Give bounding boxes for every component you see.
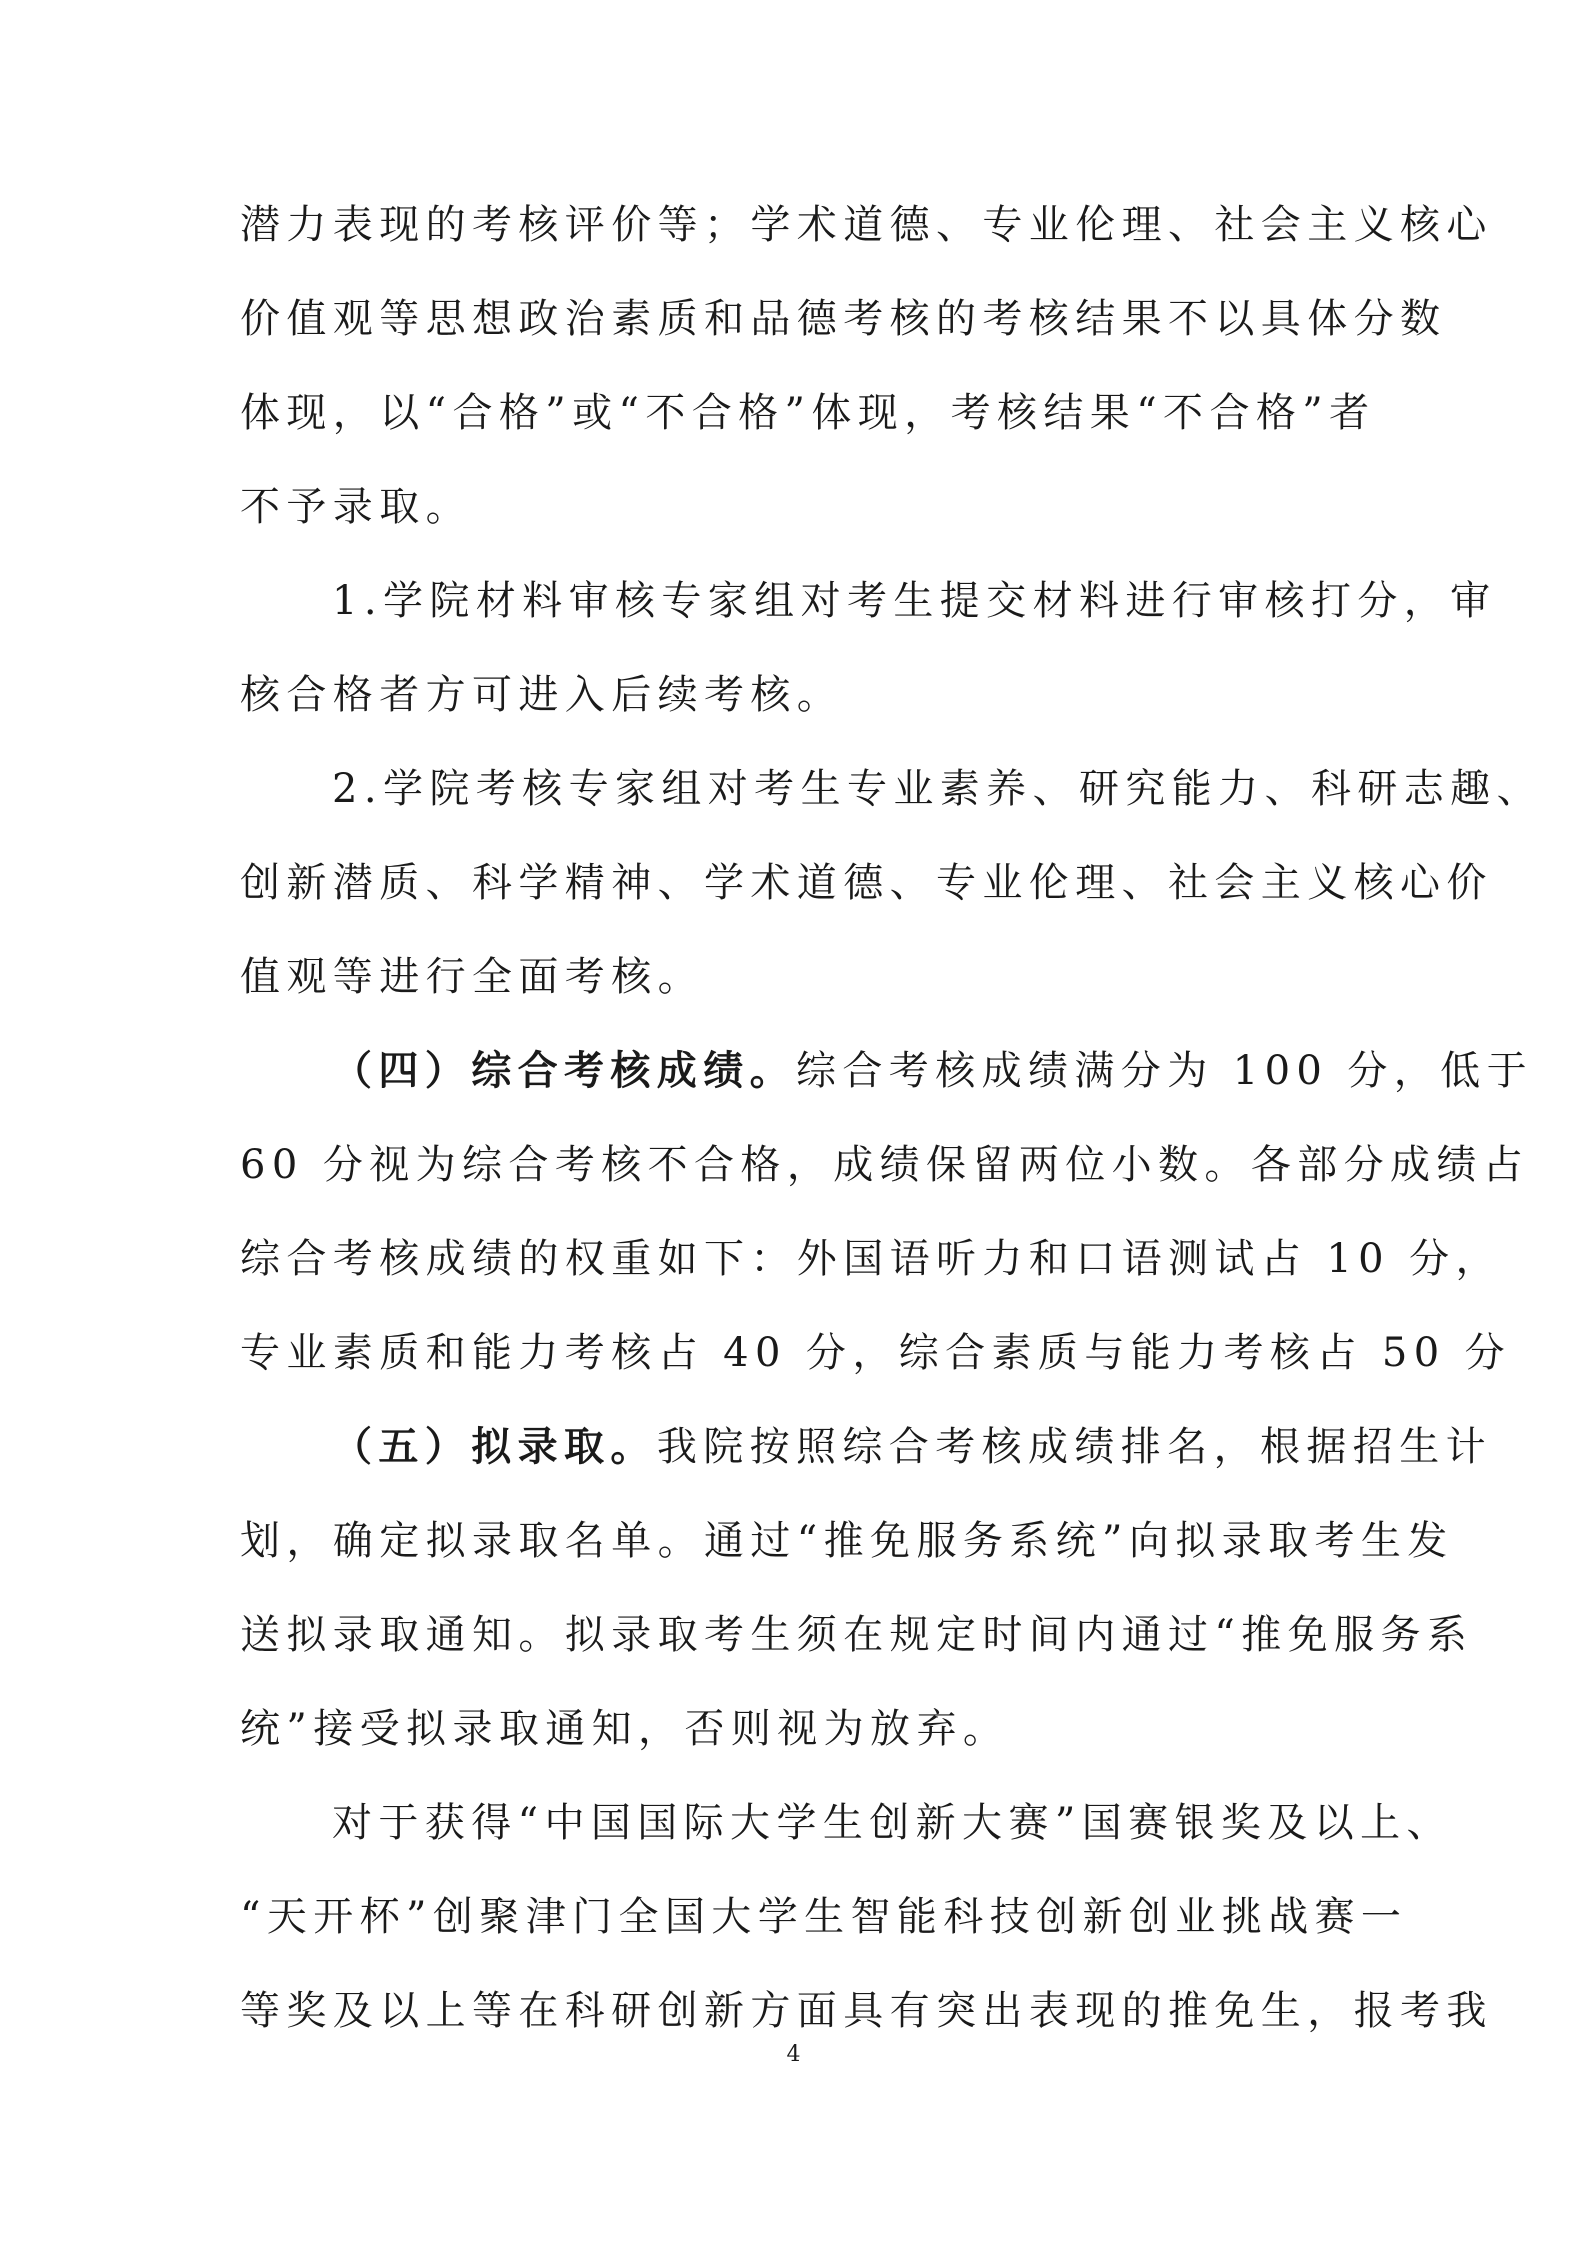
text-line: “天开杯”创聚津门全国大学生智能科技创新创业挑战赛一 xyxy=(240,1894,1408,1940)
text-line: 1.学院材料审核专家组对考生提交材料进行审核打分，审 xyxy=(332,578,1497,624)
paragraph xyxy=(240,554,1497,742)
text-run: 综合考核成绩满分为 100 分，低于 xyxy=(796,1048,1533,1094)
text-line: 60 分视为综合考核不合格，成绩保留两位小数。各部分成绩占 xyxy=(240,1142,1530,1188)
text-line: 值观等进行全面考核。 xyxy=(240,954,704,1000)
text-line: 创新潜质、科学精神、学术道德、专业伦理、社会主义核心价 xyxy=(240,860,1493,906)
text-line: 体现，以“合格”或“不合格”体现，考核结果“不合格”者 xyxy=(240,390,1376,436)
text-line: 划，确定拟录取名单。通过“推免服务系统”向拟录取考生发 xyxy=(240,1518,1454,1564)
paragraph xyxy=(240,1024,1533,1400)
text-line: 统”接受拟录取通知，否则视为放弃。 xyxy=(240,1706,1010,1752)
text-line xyxy=(240,1024,1533,1118)
text-line: 综合考核成绩的权重如下：外国语听力和口语测试占 10 分， xyxy=(240,1236,1502,1282)
paragraph xyxy=(240,1776,1493,2058)
paragraph xyxy=(240,742,1543,1024)
section-heading: （五）拟录取。 xyxy=(332,1423,657,1470)
paragraph xyxy=(240,1400,1493,1776)
text-run: 我院按照综合考核成绩排名，根据招生计 xyxy=(656,1424,1493,1470)
text-line: 送拟录取通知。拟录取考生须在规定时间内通过“推免服务系 xyxy=(240,1612,1474,1658)
text-line: 不予录取。 xyxy=(240,484,472,530)
text-line: 价值观等思想政治素质和品德考核的考核结果不以具体分数 xyxy=(240,296,1447,342)
text-line: 2.学院考核专家组对考生专业素养、研究能力、科研志趣、 xyxy=(332,766,1543,812)
section-heading: （四）综合考核成绩。 xyxy=(332,1047,796,1094)
text-line: 潜力表现的考核评价等；学术道德、专业伦理、社会主义核心 xyxy=(240,202,1493,248)
text-line: 等奖及以上等在科研创新方面具有突出表现的推免生，报考我 xyxy=(240,1988,1493,2034)
paragraph xyxy=(240,178,1493,554)
text-line: 核合格者方可进入后续考核。 xyxy=(240,672,844,718)
text-line: 对于获得“中国国际大学生创新大赛”国赛银奖及以上、 xyxy=(332,1800,1453,1846)
body-text xyxy=(240,178,1543,2058)
text-line: 专业素质和能力考核占 40 分，综合素质与能力考核占 50 分 xyxy=(240,1330,1512,1376)
text-line xyxy=(240,1400,1493,1494)
page-number: 4 xyxy=(786,2042,801,2067)
